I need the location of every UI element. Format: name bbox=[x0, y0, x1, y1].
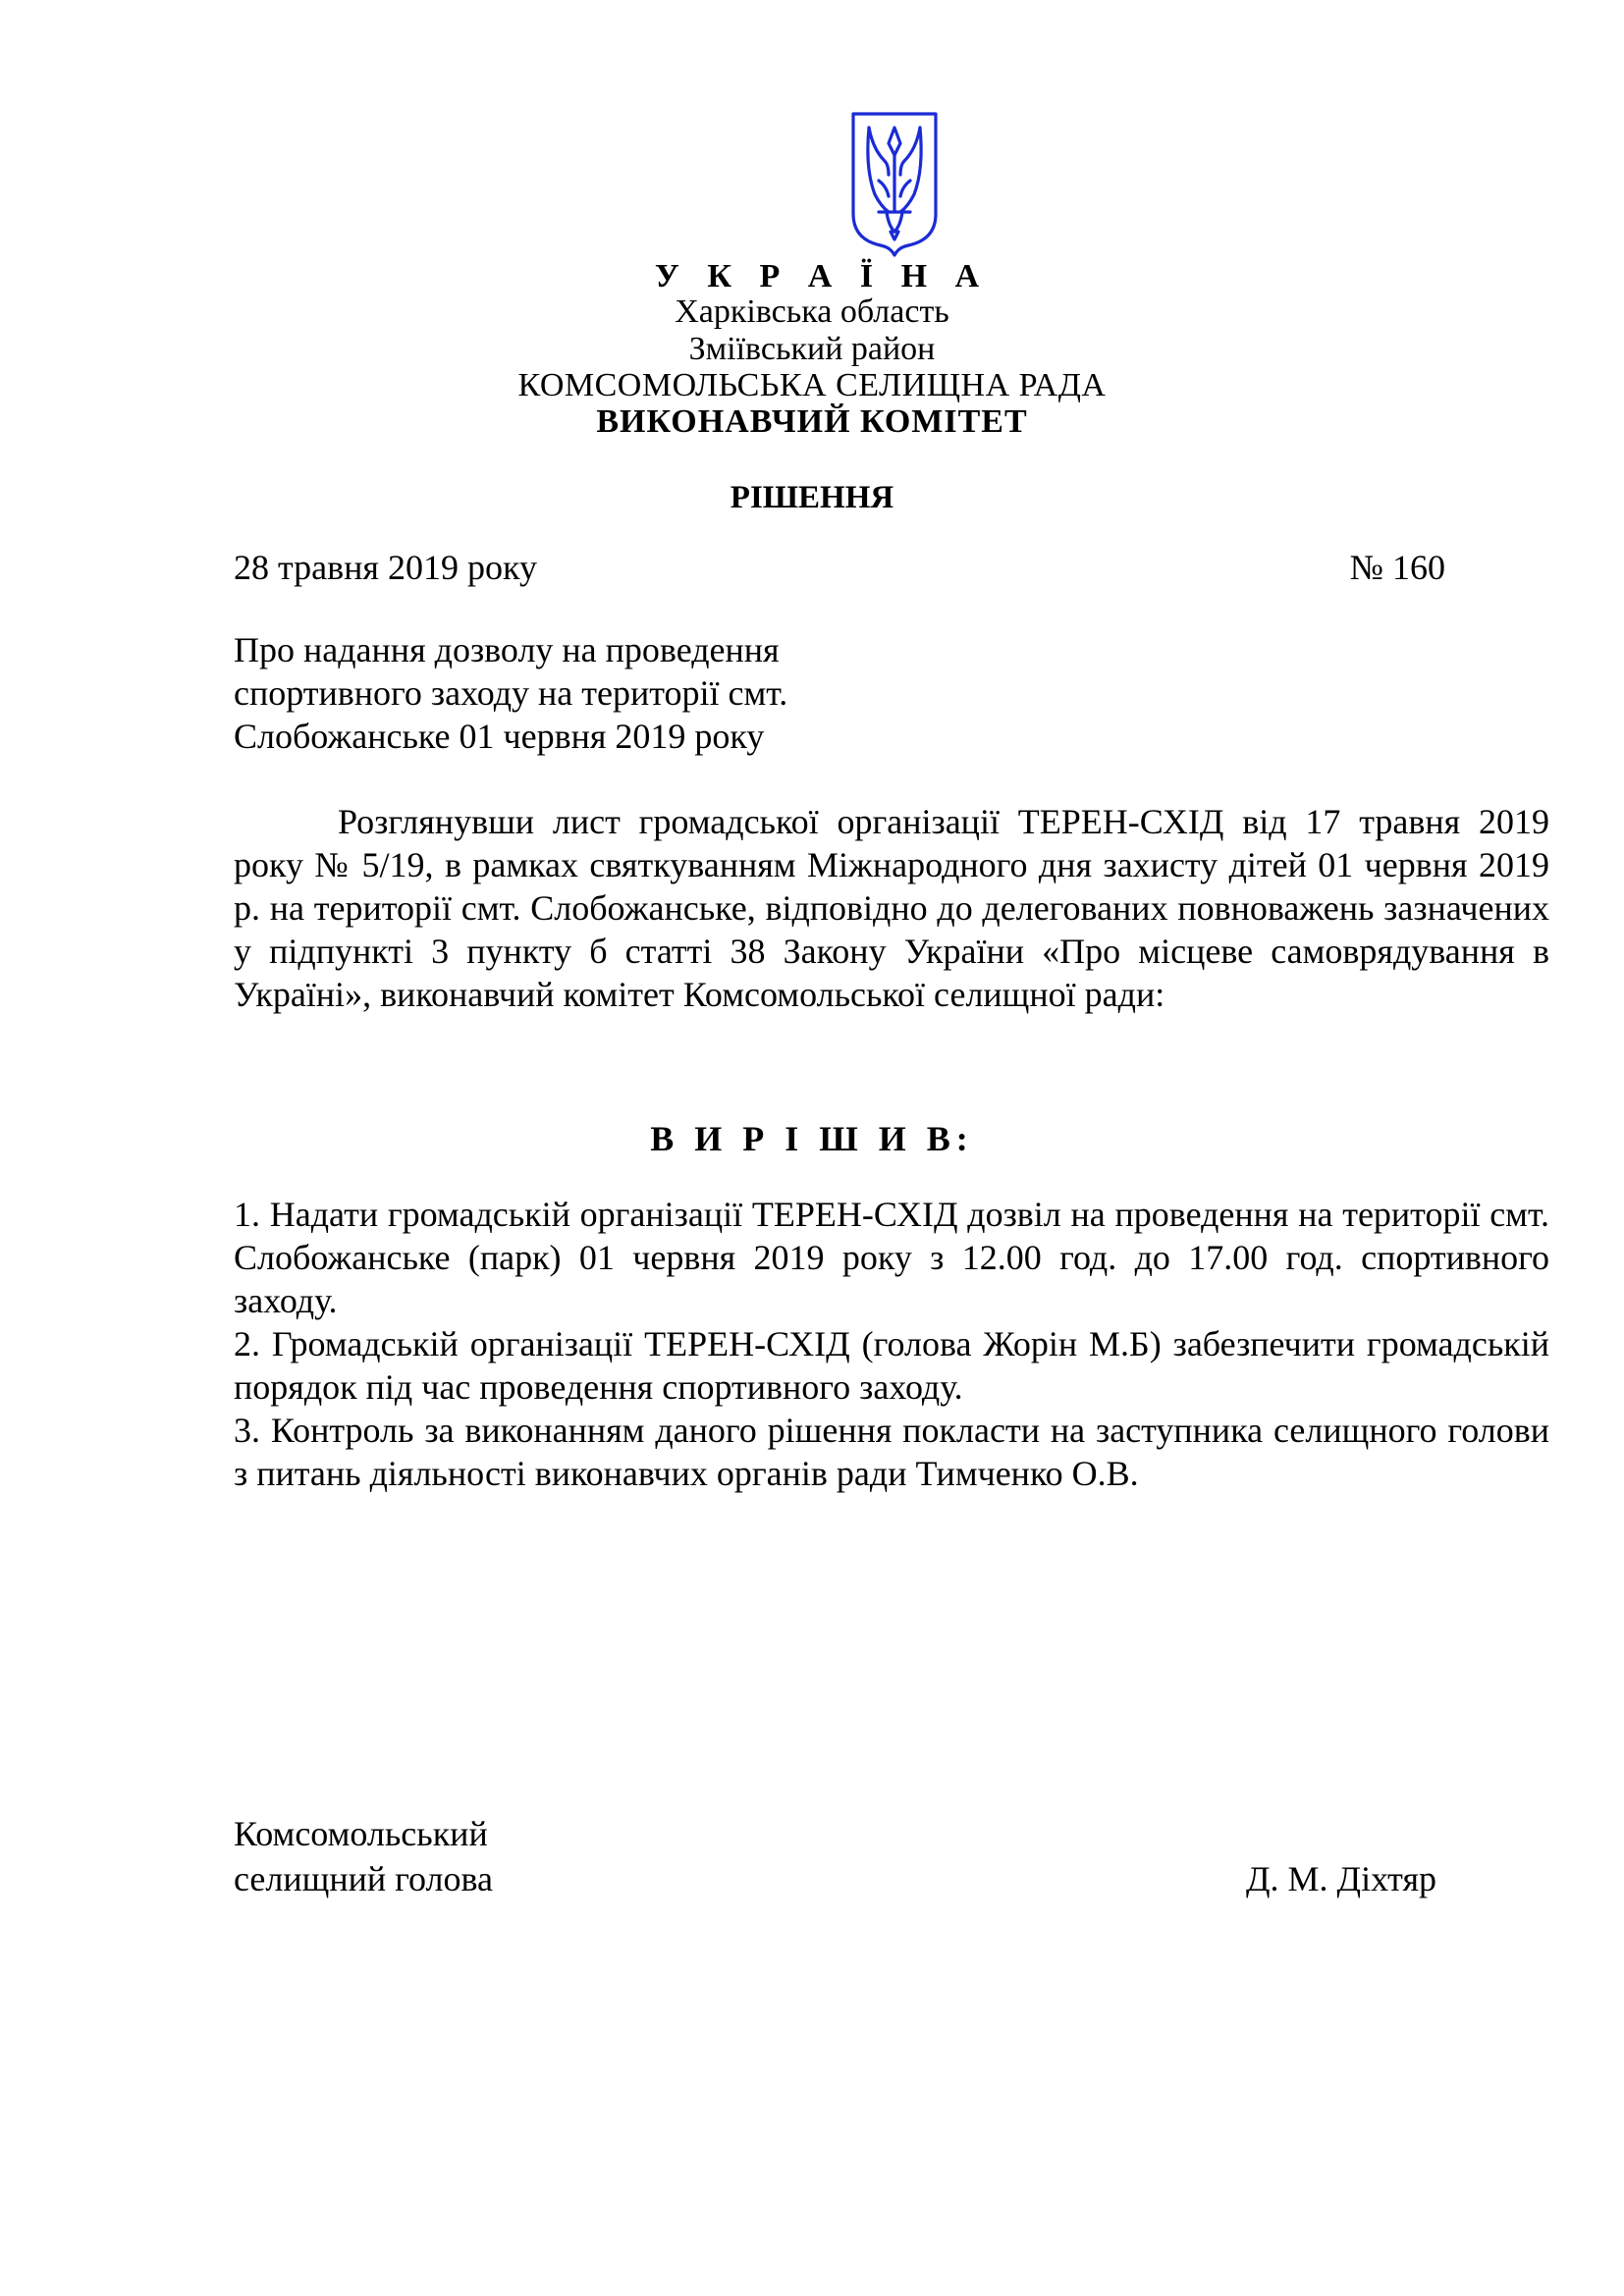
signatory-name: Д. М. Діхтяр bbox=[1245, 1859, 1436, 1898]
decision-item: 1. Надати громадській організації ТЕРЕН-СХІД дозвіл на проведення на території смт. Слобожанське (парк) 01 червня 2019 року з 12.00 год. до 17.00 год. спортивного заходу. bbox=[234, 1195, 1549, 1320]
council-name: КОМСОМОЛЬСЬКА СЕЛИЩНА РАДА bbox=[517, 367, 1107, 403]
decision-subject bbox=[234, 628, 787, 758]
signatory-title-line: Комсомольський bbox=[234, 1814, 488, 1853]
rayon-name: Зміївський район bbox=[688, 331, 936, 367]
decision-item: 2. Громадській організації ТЕРЕН-СХІД (голова Жорін М.Б) забезпечити громадській порядок під час проведення спортивного заходу. bbox=[234, 1324, 1549, 1407]
document-type: РІШЕННЯ bbox=[730, 480, 894, 515]
signatory-title-line: селищний голова bbox=[234, 1859, 494, 1898]
subject-line: Слобожанське 01 червня 2019 року bbox=[234, 717, 765, 756]
decision-items bbox=[234, 1193, 1549, 1495]
decided-heading: В И Р І Ш И В: bbox=[650, 1119, 974, 1158]
subject-line: Про надання дозволу на проведення bbox=[234, 630, 780, 669]
country-name: У К Р А Ї Н А bbox=[654, 258, 990, 294]
oblast-name: Харківська область bbox=[675, 294, 949, 330]
trident-coat-of-arms-icon bbox=[849, 110, 940, 257]
decision-date: 28 травня 2019 року bbox=[234, 548, 537, 587]
preamble-paragraph: Розглянувши лист громадської організації ТЕРЕН-СХІД від 17 травня 2019 року № 5/19, в рамках святкуванням Міжнародного дня захисту дітей 01 червня 2019 р. на території смт. Слобожанське, відповідно до делегованих повноважень зазначених у підпункті 3 пункту б статті 38 Закону України «Про місцеве самоврядування в Україні», виконавчий комітет Комсомольської селищної ради: bbox=[234, 802, 1549, 1014]
signatory-title bbox=[234, 1811, 493, 1901]
committee-name: ВИКОНАВЧИЙ КОМІТЕТ bbox=[596, 403, 1028, 440]
subject-line: спортивного заходу на території смт. bbox=[234, 673, 788, 713]
decision-item: 3. Контроль за виконанням даного рішення покласти на заступника селищного голови з питань діяльності виконавчих органів ради Тимченко О.В. bbox=[234, 1411, 1549, 1493]
decision-number: № 160 bbox=[1349, 548, 1445, 587]
